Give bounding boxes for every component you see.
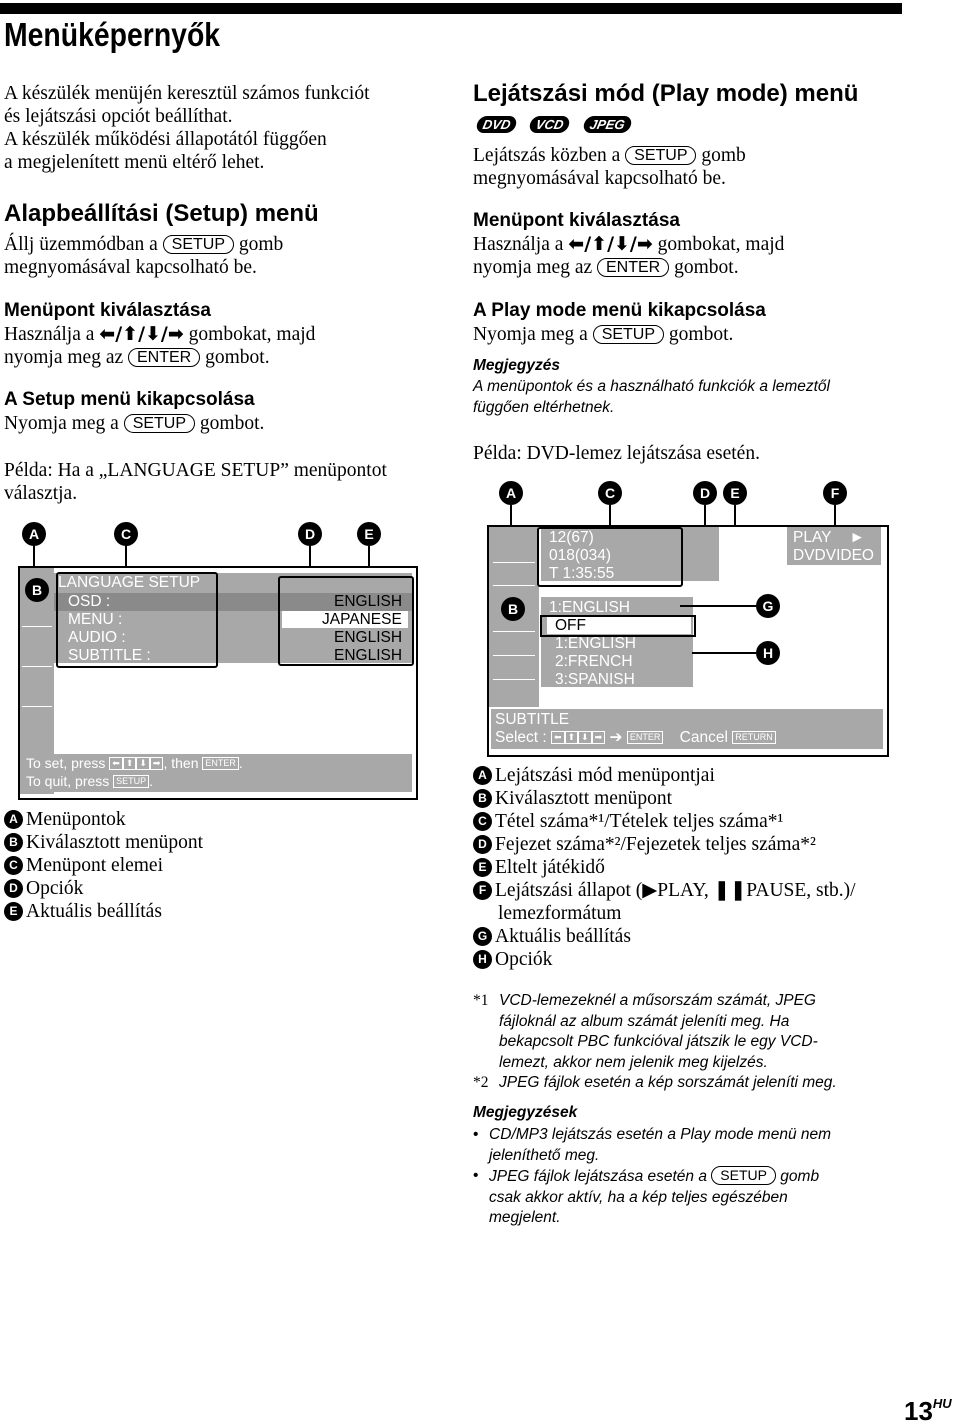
subtitle-current: 1:ENGLISH — [549, 599, 630, 616]
setup-key-icon: SETUP — [113, 775, 149, 788]
play-select-heading: Menüpont kiválasztása — [473, 210, 680, 231]
intro-line: a megjelenített menü eltérő lehet. — [4, 152, 265, 173]
menu-header: LANGUAGE SETUP — [58, 574, 201, 591]
notes-list: • CD/MP3 lejátszás esetén a Play mode menü nem jeleníthető meg. • JPEG fájlok lejátszása esetén a SETUP gomb csak akkor aktív, ha a kép teljes egészében megjelent. — [473, 1126, 832, 1226]
setup-button-glyph: SETUP — [593, 325, 664, 344]
option-english[interactable]: ENGLISH — [334, 629, 403, 646]
menu-row-menu[interactable]: MENU : — [68, 611, 123, 628]
intro-line: A készülék működési állapotától függően — [4, 129, 327, 150]
play-icon: ► — [849, 529, 865, 546]
option-french[interactable]: 2:FRENCH — [555, 653, 633, 670]
callout-a: A — [22, 522, 46, 546]
play-status: PLAY ► — [793, 529, 865, 546]
play-intro: Lejátszás közben a SETUP gomb megnyomásával kapcsolható be. — [473, 145, 746, 189]
play-heading: Lejátszási mód (Play mode) menü — [473, 80, 859, 107]
option-japanese[interactable]: JAPANESE — [322, 611, 402, 628]
highlight-info — [537, 527, 683, 587]
enter-key-icon: ENTER — [202, 757, 239, 770]
enter-button-glyph: ENTER — [128, 348, 200, 367]
highlight-options — [540, 615, 696, 637]
arrow-keys-icon: ⬅/⬆/⬇/➡ — [99, 323, 184, 345]
callout-b: B — [25, 578, 49, 602]
intro-line: és lejátszási opciót beállíthat. — [4, 106, 233, 127]
enter-button-glyph: ENTER — [597, 258, 669, 277]
play-legend: A Lejátszási mód menüpontjai B Kiválasztott menüpont C Tétel száma*¹/Tételek teljes száma*¹ D Fejezet száma*²/Fejezetek teljes száma*² E Eltelt játékidő F Lejátszási állapot (▶PLAY, ❚❚PAUSE, stb.)/ lemezformátum G Aktuális beállítás H Opciók — [473, 764, 856, 971]
highlight-items — [56, 572, 218, 668]
option-spanish[interactable]: 3:SPANISH — [555, 671, 635, 688]
right-arrow-icon: ➡ — [592, 731, 606, 744]
setup-select-heading: Menüpont kiválasztása — [4, 300, 211, 321]
notes-heading: Megjegyzések — [473, 1104, 578, 1121]
setup-select-text: Használja a ⬅/⬆/⬇/➡ gombokat, majd nyomja meg az ENTER gombot. — [4, 323, 316, 368]
vcd-logo: VCD — [529, 116, 572, 133]
play-select-text: Használja a ⬅/⬆/⬇/➡ gombokat, majd nyomja meg az ENTER gombot. — [473, 233, 785, 278]
footer-subtitle: SUBTITLE — [495, 711, 570, 728]
enter-key-icon: ENTER — [627, 731, 664, 744]
left-arrow-icon: ⬅ — [109, 757, 123, 770]
return-key-icon: RETURN — [732, 731, 776, 744]
callout-g: G — [756, 594, 780, 618]
up-arrow-icon: ⬆ — [123, 757, 137, 770]
note-heading: Megjegyzés — [473, 357, 561, 374]
setup-off-text: Nyomja meg a SETUP gombot. — [4, 413, 265, 434]
current-setting: ENGLISH — [334, 593, 403, 610]
setup-heading: Alapbeállítási (Setup) menü — [4, 200, 319, 227]
footer-select: Select : ⬅ ⬆ ⬇ ➡ ➔ ENTER Cancel RETURN — [495, 729, 776, 747]
callout-a: A — [499, 481, 523, 505]
format-logos — [477, 116, 641, 134]
menu-row-osd[interactable]: OSD : — [68, 593, 111, 610]
down-arrow-icon: ⬇ — [578, 731, 592, 744]
play-off-heading: A Play mode menü kikapcsolása — [473, 300, 766, 321]
setup-button-glyph: SETUP — [163, 235, 234, 254]
footer-set: To set, press ⬅ ⬆ ⬇ ➡ , then ENTER . — [26, 755, 243, 771]
footer-quit: To quit, press SETUP . — [26, 773, 154, 789]
callout-e: E — [357, 522, 381, 546]
up-arrow-icon: ⬆ — [565, 731, 579, 744]
callout-b: B — [501, 597, 525, 621]
setup-button-glyph: SETUP — [711, 1166, 776, 1185]
menu-row-audio[interactable]: AUDIO : — [68, 629, 126, 646]
page-title: Menüképernyők — [4, 16, 221, 53]
note-text: A menüpontok és a használható funkciók a lemeztől függően eltérhetnek. — [473, 378, 830, 416]
play-example: Példa: DVD-lemez lejátszása esetén. — [473, 443, 760, 464]
callout-c: C — [114, 522, 138, 546]
callout-c: C — [598, 481, 622, 505]
right-arrow-icon: ➡ — [150, 757, 164, 770]
callout-d: D — [298, 522, 322, 546]
play-off-text: Nyomja meg a SETUP gombot. — [473, 324, 734, 345]
header-rule — [0, 3, 902, 14]
menu-row-subtitle[interactable]: SUBTITLE : — [68, 647, 151, 664]
arrow-keys-icon: ⬅/⬆/⬇/➡ — [568, 233, 653, 255]
footnotes: *1 VCD-lemezeknél a műsorszám számát, JPEG fájloknál az album számát jeleníti meg. Ha bekapcsolt PBC funkcióval játszik le egy VCD- lemezt, akkor nem jelenik meg kijelzés. *2 JPEG fájlok esetén a kép sorszámát jeleníti meg. — [473, 992, 837, 1091]
chapter-number: 018(034) — [549, 547, 612, 564]
page-number: $13^{HU}$ — [904, 1396, 952, 1426]
setup-intro: Állj üzemmódban a SETUP gomb megnyomásával kapcsolható be. — [4, 234, 284, 278]
option-off[interactable]: OFF — [555, 617, 586, 634]
setup-button-glyph: SETUP — [124, 414, 195, 433]
option-english[interactable]: ENGLISH — [334, 647, 403, 664]
left-arrow-icon: ⬅ — [551, 731, 565, 744]
setup-example: Példa: Ha a „LANGUAGE SETUP” menüpontot választja. — [4, 460, 387, 504]
setup-off-heading: A Setup menü kikapcsolása — [4, 389, 255, 410]
callout-f: F — [823, 481, 847, 505]
intro-text — [4, 82, 370, 174]
dvd-logo: DVD — [475, 116, 518, 133]
intro-line: A készülék menüjén keresztül számos funkciót — [4, 83, 370, 104]
elapsed-time: T 1:35:55 — [549, 565, 615, 582]
down-arrow-icon: ⬇ — [136, 757, 150, 770]
jpeg-logo: JPEG — [582, 116, 632, 133]
callout-d: D — [693, 481, 717, 505]
setup-button-glyph: SETUP — [625, 146, 696, 165]
disc-format: DVDVIDEO — [793, 547, 874, 564]
setup-legend: A Menüpontok B Kiválasztott menüpont C Menüpont elemei D Opciók E Aktuális beállítás — [4, 808, 203, 923]
title-number: 12(67) — [549, 529, 594, 546]
callout-e: E — [723, 481, 747, 505]
highlight-options — [278, 576, 414, 666]
option-english[interactable]: 1:ENGLISH — [555, 635, 636, 652]
callout-h: H — [756, 641, 780, 665]
